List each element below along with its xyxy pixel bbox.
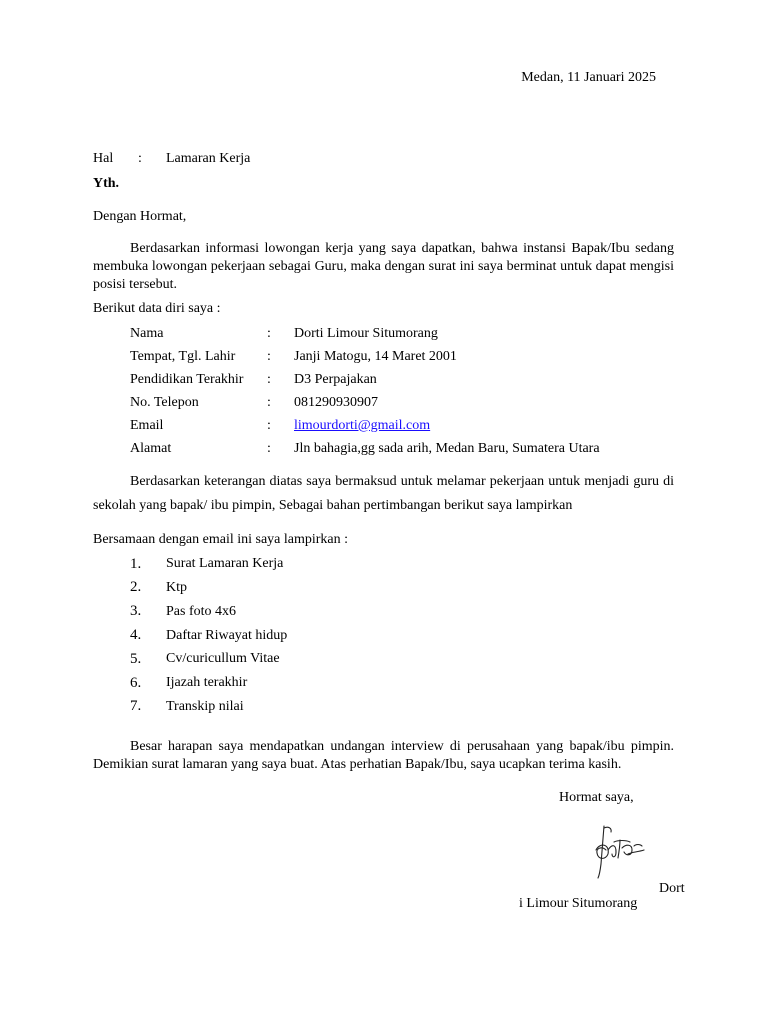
personal-colon: : — [267, 440, 271, 456]
personal-label: Email — [130, 417, 164, 433]
list-item — [130, 695, 287, 719]
list-item-text: Ktp — [166, 579, 187, 595]
personal-colon: : — [267, 325, 271, 341]
personal-data-intro: Berikut data diri saya : — [93, 301, 221, 316]
list-item-text: Cv/curicullum Vitae — [166, 651, 280, 667]
subject-label: Hal — [93, 151, 114, 166]
list-item-number: 3. — [130, 603, 142, 620]
handwritten-signature — [590, 820, 648, 880]
personal-row-birth — [130, 345, 600, 368]
list-item — [130, 552, 287, 576]
personal-data-table — [130, 322, 600, 460]
personal-colon: : — [267, 371, 271, 387]
list-item-text: Transkip nilai — [166, 698, 244, 714]
personal-label: No. Telepon — [130, 394, 199, 410]
personal-value: Janji Matogu, 14 Maret 2001 — [294, 348, 457, 364]
email-link[interactable]: limourdorti@gmail.com — [294, 417, 431, 433]
list-item — [130, 647, 287, 671]
recipient: Yth. — [93, 176, 120, 191]
personal-row-name — [130, 322, 600, 345]
intent-paragraph: Berdasarkan keterangan diatas saya bermaksud untuk melamar pekerjaan untuk menjadi guru di sekolah yang bapak/ ibu pimpin, Sebagai bahan pertimbangan berikut saya lampirkan — [93, 474, 674, 513]
signer-name-line1: Dort — [659, 881, 685, 896]
personal-row-email — [130, 414, 600, 437]
list-item — [130, 600, 287, 624]
list-item-number: 1. — [130, 555, 142, 572]
personal-label: Nama — [130, 325, 164, 341]
list-item — [130, 623, 287, 647]
attachments-intro: Bersamaan dengan email ini saya lampirkan : — [93, 532, 349, 547]
letter-date: Medan, 11 Januari 2025 — [521, 70, 656, 85]
personal-label: Pendidikan Terakhir — [130, 371, 244, 387]
personal-value: 081290930907 — [294, 394, 378, 410]
list-item-number: 7. — [130, 698, 142, 715]
personal-colon: : — [267, 348, 271, 364]
list-item-number: 2. — [130, 579, 142, 596]
signer-name-line2: i Limour Situmorang — [519, 896, 638, 911]
subject-value: Lamaran Kerja — [166, 151, 251, 166]
list-item — [130, 576, 287, 600]
list-item-text: Pas foto 4x6 — [166, 603, 236, 619]
greeting: Dengan Hormat, — [93, 209, 187, 224]
personal-value: Dorti Limour Situmorang — [294, 325, 438, 341]
personal-colon: : — [267, 394, 271, 410]
personal-row-phone — [130, 391, 600, 414]
list-item-text: Ijazah terakhir — [166, 675, 248, 691]
list-item-number: 5. — [130, 650, 142, 667]
list-item-text: Daftar Riwayat hidup — [166, 627, 288, 643]
attachments-list — [130, 552, 287, 719]
personal-label: Tempat, Tgl. Lahir — [130, 348, 236, 364]
opening-paragraph: Berdasarkan informasi lowongan kerja yang saya dapatkan, bahwa instansi Bapak/Ibu sedang membuka lowongan pekerjaan sebagai Guru, maka dengan surat ini saya berminat untuk dapat mengisi posisi tersebut. — [93, 241, 674, 292]
personal-value-cell — [294, 414, 600, 437]
personal-row-education — [130, 368, 600, 391]
personal-value: Jln bahagia,gg sada arih, Medan Baru, Sumatera Utara — [294, 440, 600, 456]
subject-colon: : — [138, 151, 142, 166]
list-item — [130, 671, 287, 695]
personal-label: Alamat — [130, 440, 172, 456]
personal-colon: : — [267, 417, 271, 433]
personal-row-address — [130, 437, 600, 460]
list-item-text: Surat Lamaran Kerja — [166, 556, 284, 572]
list-item-number: 6. — [130, 674, 142, 691]
list-item-number: 4. — [130, 626, 142, 643]
personal-value: D3 Perpajakan — [294, 371, 377, 387]
closing-salutation: Hormat saya, — [559, 790, 634, 805]
closing-paragraph: Besar harapan saya mendapatkan undangan interview di perusahaan yang bapak/ibu pimpin. Demikian surat lamaran yang saya buat. Atas perhatian Bapak/Ibu, saya ucapkan terima kasih. — [93, 739, 674, 772]
